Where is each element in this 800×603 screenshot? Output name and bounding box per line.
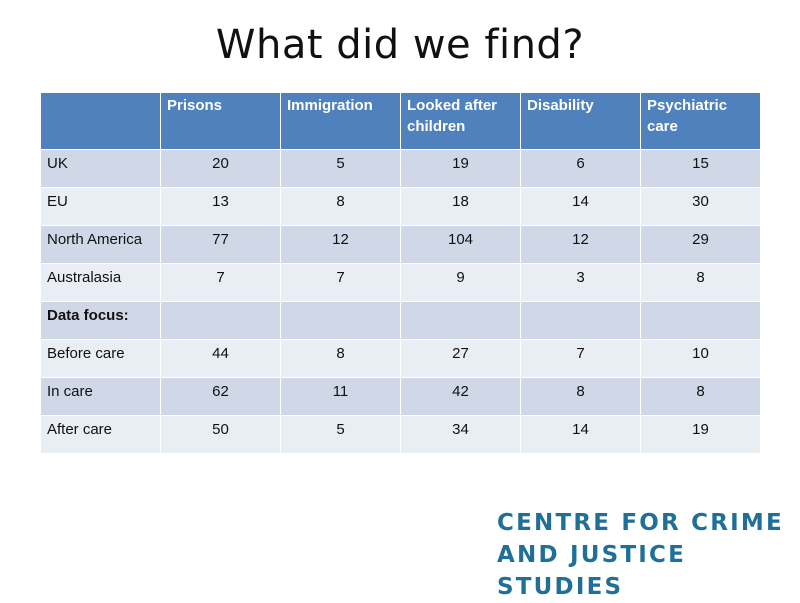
table-cell: 13 (161, 188, 281, 226)
table-cell: 6 (521, 150, 641, 188)
table-cell: 34 (401, 416, 521, 454)
row-label: Before care (41, 340, 161, 378)
header-cell-looked-after-children: Looked after children (401, 93, 521, 150)
row-label: EU (41, 188, 161, 226)
table-cell (641, 302, 761, 340)
table-cell (161, 302, 281, 340)
header-cell-corner (41, 93, 161, 150)
header-cell-psychiatric-care: Psychiatric care (641, 93, 761, 150)
table-cell: 15 (641, 150, 761, 188)
table-cell: 8 (641, 264, 761, 302)
table-cell: 27 (401, 340, 521, 378)
table-cell: 3 (521, 264, 641, 302)
header-cell-disability: Disability (521, 93, 641, 150)
table-cell: 12 (281, 226, 401, 264)
findings-table (40, 92, 761, 454)
table-cell: 18 (401, 188, 521, 226)
table-cell: 7 (281, 264, 401, 302)
table-row (41, 340, 761, 378)
table-cell: 77 (161, 226, 281, 264)
table-cell: 12 (521, 226, 641, 264)
table-cell (521, 302, 641, 340)
table-cell: 62 (161, 378, 281, 416)
table-cell: 14 (521, 188, 641, 226)
row-label: North America (41, 226, 161, 264)
header-cell-prisons: Prisons (161, 93, 281, 150)
table-cell: 7 (161, 264, 281, 302)
header-cell-immigration: Immigration (281, 93, 401, 150)
table-cell: 8 (281, 340, 401, 378)
row-label: In care (41, 378, 161, 416)
table-cell: 19 (401, 150, 521, 188)
table-cell (281, 302, 401, 340)
table-cell: 14 (521, 416, 641, 454)
table-row (41, 150, 761, 188)
table-row (41, 264, 761, 302)
table-cell (401, 302, 521, 340)
table-row (41, 226, 761, 264)
table-cell: 7 (521, 340, 641, 378)
table-cell: 104 (401, 226, 521, 264)
logo-line-2: AND JUSTICE STUDIES (497, 542, 686, 600)
table-cell: 8 (521, 378, 641, 416)
row-label: Australasia (41, 264, 161, 302)
table-cell: 8 (641, 378, 761, 416)
table-header-row (41, 93, 761, 150)
slide-title: What did we find? (215, 22, 585, 68)
table-row (41, 378, 761, 416)
table-row (41, 302, 761, 340)
table-cell: 29 (641, 226, 761, 264)
table-cell: 30 (641, 188, 761, 226)
table-row (41, 416, 761, 454)
table-cell: 5 (281, 416, 401, 454)
table-cell: 9 (401, 264, 521, 302)
table-cell: 5 (281, 150, 401, 188)
table-cell: 8 (281, 188, 401, 226)
table-cell: 20 (161, 150, 281, 188)
logo-line-1: CENTRE FOR CRIME (497, 510, 784, 536)
table-cell: 10 (641, 340, 761, 378)
table-cell: 50 (161, 416, 281, 454)
table-cell: 11 (281, 378, 401, 416)
centre-logo (497, 507, 800, 603)
table-cell: 44 (161, 340, 281, 378)
table-cell: 19 (641, 416, 761, 454)
table-cell: 42 (401, 378, 521, 416)
row-label: UK (41, 150, 161, 188)
table-row (41, 188, 761, 226)
row-label: After care (41, 416, 161, 454)
row-label: Data focus: (41, 302, 161, 340)
